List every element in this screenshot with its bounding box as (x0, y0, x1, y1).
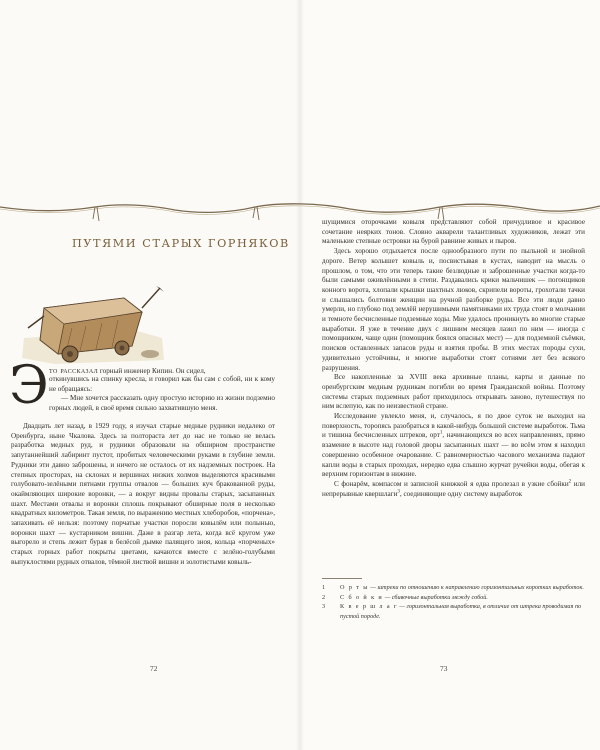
lead-first-words: то рассказал (49, 365, 99, 375)
left-quote-paragraph: — Мне хочется рассказать одну простую историю из жизни подземно горных людей, в своё время сильно захватившую меня. (49, 394, 275, 413)
footnote-term: О р т ы (340, 584, 369, 591)
footnote-item (322, 583, 585, 593)
right-paragraph-5 (322, 480, 585, 499)
lead-rest: горный инженер Кипин. Он сидел, (98, 367, 206, 375)
footnote-number: 2 (322, 593, 326, 601)
footnote-ref-2: 2 (568, 479, 572, 485)
footnote-ref-3: 3 (397, 489, 400, 495)
right-paragraph-2: Здесь хорошо отдыхается после однообразного пути по пыльной и знойной дороге. Ветер колышет ковыль и, посвистывая в кустах, наводит на мысль о прошлом, о том, что эти теперь такие безлюдные и заброшенные участки когда-то были самыми оживлёнными в степи. Раздавались крики мальчишек — погонщиков конного ворота, хлопали крышки шахтных люков, скрипели вороты, грохотали тачки и слышались болтовня женщин на ручной разборке руды. Все эти люди давно умерли, но глубоко под землёй нерушимыми памятниками их труда стоят в молчании и темноте бесчисленные подземные ходы. Мне удалось проникнуть во многие старые выработки. Я уже в течение двух с лишним месяцев лазил по ним — иногда с помощником, чаще один (помощник боялся опасных мест) — для подземной съёмки, поисков оставленных запасов руды и взятия пробы. В этих местах породы сухи, удивительно устойчивы, и многие выработки стоят сотнями лет без всякого разрушения. (322, 247, 585, 372)
chapter-title: ПУТЯМИ СТАРЫХ ГОРНЯКОВ (72, 237, 290, 250)
left-body-paragraph: Двадцать лет назад, в 1929 году, я изучал старые медные рудники недалеко от Оренбурга, ныне Чкалова. Здесь за полтораста лет до нас не только не велась разработка медных руд, и рудники образовали на обширном пространстве запутаннейший лабиринт пустот, пробитых человеческими руками в глубине земли. Рудники эти давно заброшены, и ничего не осталось от их надземных построек. На степных просторах, на склонах и вершинах низких холмов выделяются красивыми голубовато-зелёными пятнами группы отвалов — больших куч бракованной руды, окаймляющих широкие воронки, — а вокруг видны провалы старых, засыпанных шахт. Местами отвалы и воронки сплошь покрывают обширные поля в несколько квадратных километров. Такая земля, по выражению местных хлеборобов, «порчена», запахивать её нельзя: поэтому порчатые участки поросли ковылём или полынью, воронки шахт — кустарником вишни. Даже в разгар лета, когда всё кругом уже выгорело и степь лежит бурая в белёсой дымке палящего зноя, кольца «порченых» старых горных работ покрыты цветами, качаются вместе с зелёно-голубыми выпуклостями рудных отвалов, тёмной листвой вишни и золотистыми ковыль- (11, 422, 275, 566)
footnote-term: С б о й к и (340, 593, 384, 601)
footnote-ref-1: 1 (439, 431, 443, 437)
footnote-rule (322, 578, 362, 579)
right-paragraph-4b: , начинающихся во всех направлениях, прямо взамение в высоте над головой дворы засыпанных шахт — во всём этом я находил совершенно особенное очарование. С равномерностью часового механизма падают капли воды в старых проходах, нередко едва слышно журчат ручейки воды, обегая к верхним горизонтам в нижние. (322, 431, 585, 479)
right-paragraph-3: Все накопленные за XVIII века архивные планы, карты и данные по оренбургским медным рудникам погибли во время Гражданской войны. Поэтому системы старых подземных работ приходилось открывать заново, путешествуя по ним вслепую, как по неизвестной стране. (322, 373, 585, 411)
footnote-number: 1 (322, 584, 326, 591)
page-number-left: 72 (150, 664, 158, 673)
left-intro-paragraph: откинувшись на спинку кресла, и говорил как бы сам с собой, ни к кому не обращаясь: (49, 375, 275, 393)
right-paragraph-4a: Исследование увлекло меня, и, случалось, я по двое суток не выходил на поверхность, торопясь разобраться в какой-нибудь большой системе выработок. Тьма и тишина бесчисленных штреков, орт (322, 412, 585, 440)
page-number-right: 73 (440, 664, 448, 673)
footnote-definition: — горизонтальная выработка, в отличие от штрека проводимая по пустой породе. (340, 603, 582, 620)
right-paragraph-5b: или непрерывные квершлаги (322, 479, 585, 498)
footnote-definition: — сбивочные выработки между собой. (383, 593, 488, 601)
drop-cap: Э (9, 356, 49, 416)
footnotes (322, 583, 585, 621)
left-body-text (11, 422, 275, 568)
right-body-text (322, 218, 585, 499)
left-intro-text (49, 375, 275, 414)
footnote-term: К в е р ш л а г (340, 603, 398, 611)
footnote-definition: — штреки по отношению к направлению горизонтальных коротких выработок. (368, 584, 584, 591)
footnote-number: 3 (322, 603, 326, 611)
right-paragraph-4 (322, 412, 585, 480)
footnote-item (322, 602, 585, 621)
right-paragraph-5c: , соединяющие одну систему выработок (399, 489, 523, 498)
right-paragraph-5a: С фонарём, компасом и записной книжкой я едва пролезал в узкие сбойки (334, 479, 569, 488)
mine-cart-illustration (14, 268, 164, 364)
book-gutter (296, 0, 304, 750)
footnote-item (322, 593, 585, 603)
right-paragraph-1: шущимися оторочками ковыля представляют собой причудливое и красивое сочетание неярких тонов. Словно акварели талантливых художников, лежат эти маленькие степные островки на бурой равнине живых и пыров. (322, 218, 585, 246)
